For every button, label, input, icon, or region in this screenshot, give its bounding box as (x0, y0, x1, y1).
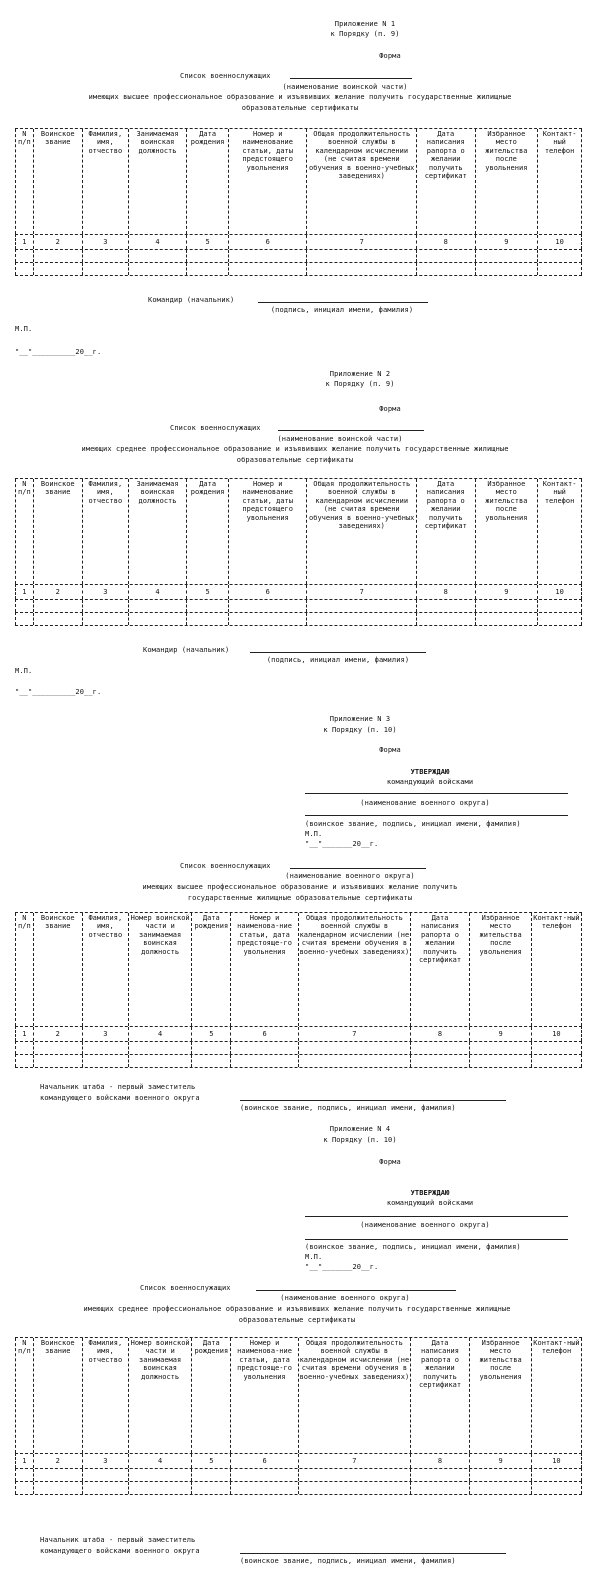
table-cell (187, 263, 229, 275)
table-column-number: 5 (192, 1454, 231, 1468)
table-column-number: 4 (129, 585, 187, 599)
appendix-2-title: Приложение N 2 (329, 370, 391, 378)
table-cell (229, 600, 307, 612)
appendix-2-description: имеющих среднее профессиональное образование и изъявивших желание получить государственные жилищные (81, 445, 509, 453)
appendix-3-title: Приложение N 3 (329, 715, 391, 723)
table-header-cell: Контакт-ный телефон (533, 1339, 580, 1356)
table-empty-row (15, 249, 582, 262)
table-column-number: 3 (83, 585, 129, 599)
appendix-3-description-2: государственные жилищные образовательные сертификаты (187, 894, 413, 902)
table-header-cell: Номер и наименование статьи, даты предстоящего увольнения (229, 129, 307, 234)
table-cell (229, 250, 307, 262)
table-column-number: 5 (187, 235, 229, 249)
table-cell (187, 250, 229, 262)
table-cell (83, 263, 129, 275)
table-cell (83, 250, 129, 262)
table-cell (192, 1482, 231, 1494)
table-cell (538, 263, 581, 275)
table-cell (299, 1469, 411, 1481)
appendix-2-unit-line (278, 430, 424, 431)
table-column-number: 6 (229, 585, 307, 599)
table-cell (307, 613, 417, 625)
table-cell (187, 600, 229, 612)
appendix-1-unit-line (290, 78, 412, 79)
table-cell (16, 1469, 34, 1481)
table-cell (417, 613, 475, 625)
appendix-3-date: "__"_______20__г. (305, 840, 379, 848)
appendix-1-date: "__"__________20__г. (15, 348, 102, 356)
table-cell (83, 600, 129, 612)
appendix-4-rank-line (305, 1239, 568, 1240)
table-cell (411, 1482, 471, 1494)
appendix-3-form-label: Форма (379, 746, 401, 754)
table-column-number: 2 (34, 585, 83, 599)
table-number-row (15, 234, 582, 249)
table-cell (129, 1482, 193, 1494)
table-header-cell: Занимаемая воинская должность (129, 479, 187, 584)
table-cell (16, 1042, 34, 1054)
table-cell (16, 1055, 34, 1067)
table-column-number: 5 (192, 1027, 231, 1041)
table-cell (229, 613, 307, 625)
table-header-cell: Дата рождения (187, 479, 229, 584)
table-cell (129, 1055, 193, 1067)
table-header-cell: Дата написания рапорта о желании получить сертификат (411, 913, 471, 1026)
appendix-2-order-ref: к Порядку (п. 9) (325, 380, 395, 388)
appendix-2-table (15, 478, 582, 626)
appendix-2-date: "__"__________20__г. (15, 688, 102, 696)
table-cell (34, 600, 83, 612)
table-cell (129, 1469, 193, 1481)
appendix-2-stamp: М.П. (15, 667, 33, 675)
table-header-cell: N п/п (16, 913, 34, 1026)
table-column-number: 6 (231, 1454, 299, 1468)
table-header-cell: Фамилия, имя, отчество (83, 1338, 129, 1453)
appendix-4-form-label: Форма (379, 1158, 401, 1166)
table-cell (231, 1042, 299, 1054)
table-header-cell: Воинское звание (34, 129, 83, 234)
table-column-number: 7 (307, 235, 417, 249)
table-header-cell: Фамилия, имя, отчество (83, 913, 129, 1026)
table-header-row (15, 129, 582, 234)
table-cell (476, 250, 539, 262)
table-cell (192, 1042, 231, 1054)
appendix-2-unit-caption: (наименование воинской части) (277, 435, 403, 443)
table-cell (231, 1469, 299, 1481)
table-column-number: 7 (299, 1454, 411, 1468)
appendix-3-description: имеющих высшее профессиональное образование и изъявивших желание получить (142, 883, 458, 891)
appendix-3-stamp: М.П. (305, 830, 323, 838)
appendix-4-stamp: М.П. (305, 1253, 323, 1261)
table-column-number: 7 (299, 1027, 411, 1041)
table-cell (532, 1042, 581, 1054)
appendix-1-description-2: образовательные сертификаты (241, 104, 359, 112)
appendix-1-signature-caption: (подпись, инициал имени, фамилия) (270, 306, 414, 314)
table-column-number: 9 (476, 235, 539, 249)
table-column-number: 4 (129, 235, 187, 249)
table-cell (34, 1055, 83, 1067)
table-column-number: 4 (129, 1454, 193, 1468)
appendix-1-description: имеющих высшее профессиональное образование и изъявивших желание получить государственные жилищные (88, 93, 512, 101)
appendix-4-rank-caption: (воинское звание, подпись, инициал имени, фамилия) (305, 1243, 521, 1251)
appendix-2-signature-line (250, 652, 426, 653)
appendix-1-commander: Командир (начальник) (148, 296, 235, 304)
table-empty-row (15, 1041, 582, 1054)
table-cell (83, 613, 129, 625)
table-header-cell: Дата рождения (187, 129, 229, 234)
table-cell (411, 1469, 471, 1481)
table-cell (34, 1042, 83, 1054)
appendix-1-order-ref: к Порядку (п. 9) (330, 30, 400, 38)
appendix-1-list-label: Список военнослужащих (180, 72, 271, 80)
table-column-number: 9 (470, 1027, 532, 1041)
table-header-cell: N п/п (16, 1338, 34, 1453)
appendix-4-chief-line (240, 1553, 506, 1554)
table-header-row (15, 1338, 582, 1453)
table-cell (83, 1482, 129, 1494)
table-cell (307, 600, 417, 612)
appendix-2-form-label: Форма (379, 405, 401, 413)
table-cell (34, 1469, 83, 1481)
table-cell (129, 613, 187, 625)
appendix-4-table (15, 1337, 582, 1495)
appendix-3-chief-2: командующего войсками военного округа (40, 1094, 200, 1102)
table-cell (34, 250, 83, 262)
table-number-row (15, 584, 582, 599)
table-cell (299, 1042, 411, 1054)
table-cell (299, 1482, 411, 1494)
table-column-number: 3 (83, 235, 129, 249)
table-cell (83, 1469, 129, 1481)
table-cell (16, 613, 34, 625)
table-cell (129, 250, 187, 262)
table-cell (192, 1055, 231, 1067)
appendix-4-date: "__"_______20__г. (305, 1263, 379, 1271)
appendix-4-commander-of: командующий войсками (386, 1199, 474, 1207)
table-column-number: 8 (417, 585, 475, 599)
table-column-number: 3 (83, 1454, 129, 1468)
table-header-cell: Общая продолжительность военной службы в календарном исчислении (не считая времени обучения в военно-учебных заведениях) (299, 1338, 411, 1453)
table-cell (231, 1482, 299, 1494)
appendix-3-rank-caption: (воинское звание, подпись, инициал имени, фамилия) (305, 820, 521, 828)
appendix-1-stamp: М.П. (15, 325, 33, 333)
table-empty-row (15, 1468, 582, 1481)
table-header-cell: Номер и наименова-ние статьи, дата предстояще-го увольнения (231, 1338, 299, 1453)
table-header-cell: Избранное место жительства после увольнения (476, 129, 539, 234)
table-header-cell: Контакт-ный телефон (542, 480, 577, 505)
table-cell (476, 263, 539, 275)
table-column-number: 6 (229, 235, 307, 249)
appendix-1-unit-caption: (наименование воинской части) (282, 83, 408, 91)
appendix-4-district-line (305, 1216, 568, 1217)
table-cell (411, 1055, 471, 1067)
table-column-number: 1 (16, 585, 34, 599)
table-column-number: 5 (187, 585, 229, 599)
table-empty-row (15, 1481, 582, 1494)
table-cell (476, 600, 539, 612)
table-header-row (15, 913, 582, 1026)
appendix-4-unit-line (256, 1290, 456, 1291)
table-cell (417, 263, 475, 275)
table-header-cell: Номер и наименова-ние статьи, дата предстояще-го увольнения (231, 913, 299, 1026)
appendix-4-approve: УТВЕРЖДАЮ (410, 1189, 450, 1197)
table-header-cell: Фамилия, имя, отчество (83, 479, 129, 584)
table-cell (470, 1469, 532, 1481)
appendix-3-list-label: Список военнослужащих (180, 862, 271, 870)
table-column-number: 10 (552, 1030, 561, 1038)
table-cell (129, 263, 187, 275)
table-header-cell: Избранное место жительства после увольнения (476, 479, 539, 584)
appendix-4-unit-caption: (наименование военного округа) (280, 1294, 410, 1302)
appendix-2-description-2: образовательные сертификаты (236, 456, 354, 464)
table-cell (34, 263, 83, 275)
table-header-row (15, 479, 582, 584)
table-cell (129, 600, 187, 612)
table-cell (538, 600, 581, 612)
appendix-3-chief: Начальник штаба - первый заместитель (40, 1083, 196, 1091)
table-header-cell: Воинское звание (34, 479, 83, 584)
appendix-2-signature-caption: (подпись, инициал имени, фамилия) (266, 656, 410, 664)
table-column-number: 8 (411, 1454, 471, 1468)
appendix-1-signature-line (258, 302, 428, 303)
table-header-cell: Дата рождения (192, 1338, 231, 1453)
table-cell (411, 1042, 471, 1054)
table-column-number: 1 (16, 1027, 34, 1041)
appendix-3-rank-line (305, 815, 568, 816)
table-header-cell: Дата написания рапорта о желании получить сертификат (411, 1338, 471, 1453)
table-column-number: 6 (231, 1027, 299, 1041)
table-cell (83, 1042, 129, 1054)
table-cell (307, 250, 417, 262)
table-cell (229, 263, 307, 275)
table-cell (231, 1055, 299, 1067)
appendix-3-approve: УТВЕРЖДАЮ (410, 768, 450, 776)
table-header-cell: Дата рождения (192, 913, 231, 1026)
table-header-cell: Фамилия, имя, отчество (83, 129, 129, 234)
table-cell (307, 263, 417, 275)
table-empty-row (15, 1054, 582, 1067)
table-cell (16, 600, 34, 612)
table-header-cell: Воинское звание (34, 913, 83, 1026)
table-cell (538, 250, 581, 262)
appendix-4-chief-2: командующего войсками военного округа (40, 1547, 200, 1555)
table-cell (538, 613, 581, 625)
table-header-cell: Контакт-ный телефон (533, 914, 580, 931)
table-header-cell: Избранное место жительства после увольнения (470, 913, 532, 1026)
table-cell (16, 1482, 34, 1494)
appendix-2-commander: Командир (начальник) (143, 646, 230, 654)
appendix-3-district-caption: (наименование военного округа) (360, 799, 490, 807)
table-header-cell: N п/п (16, 129, 34, 234)
table-header-cell: Общая продолжительность военной службы в календарном исчислении (не считая времени обучения в военно-учебных заведениях) (307, 129, 417, 234)
table-header-cell: Воинское звание (34, 1338, 83, 1453)
table-cell (532, 1482, 581, 1494)
table-column-number: 3 (83, 1027, 129, 1041)
table-number-row (15, 1026, 582, 1041)
appendix-1-table (15, 128, 582, 276)
appendix-3-order-ref: к Порядку (п. 10) (323, 726, 397, 734)
appendix-4-district-caption: (наименование военного округа) (360, 1221, 490, 1229)
table-cell (470, 1042, 532, 1054)
table-cell (129, 1042, 193, 1054)
table-column-number: 1 (16, 235, 34, 249)
table-column-number: 9 (476, 585, 539, 599)
table-cell (299, 1055, 411, 1067)
table-cell (470, 1482, 532, 1494)
appendix-4-order-ref: к Порядку (п. 10) (323, 1136, 397, 1144)
table-number-row (15, 1453, 582, 1468)
table-cell (532, 1055, 581, 1067)
table-cell (476, 613, 539, 625)
table-column-number: 10 (555, 588, 564, 596)
appendix-3-district-line (305, 793, 568, 794)
appendix-3-unit-line (290, 868, 426, 869)
table-column-number: 8 (417, 235, 475, 249)
table-header-cell: Избранное место жительства после увольнения (470, 1338, 532, 1453)
table-header-cell: Дата написания рапорта о желании получить сертификат (417, 129, 475, 234)
table-cell (470, 1055, 532, 1067)
table-empty-row (15, 262, 582, 275)
table-header-cell: Номер воинской части и занимаемая воинская должность (129, 1338, 193, 1453)
table-cell (16, 263, 34, 275)
table-cell (34, 613, 83, 625)
table-header-cell: N п/п (16, 479, 34, 584)
table-header-cell: Общая продолжительность военной службы в календарном исчислении (не считая времени обучения в военно-учебных заведениях) (299, 913, 411, 1026)
appendix-2-list-label: Список военнослужащих (170, 424, 261, 432)
table-cell (83, 1055, 129, 1067)
table-column-number: 9 (470, 1454, 532, 1468)
table-column-number: 1 (16, 1454, 34, 1468)
appendix-4-description: имеющих среднее профессиональное образование и изъявивших желание получить государственные жилищные (83, 1305, 511, 1313)
table-column-number: 2 (34, 1027, 83, 1041)
table-column-number: 10 (555, 238, 564, 246)
table-empty-row (15, 599, 582, 612)
table-cell (192, 1469, 231, 1481)
appendix-1-form-label: Форма (379, 52, 401, 60)
table-column-number: 2 (34, 1454, 83, 1468)
table-cell (532, 1469, 581, 1481)
table-header-cell: Номер воинской части и занимаемая воинская должность (129, 913, 193, 1026)
table-cell (34, 1482, 83, 1494)
table-cell (417, 250, 475, 262)
appendix-4-chief: Начальник штаба - первый заместитель (40, 1536, 196, 1544)
appendix-3-table (15, 912, 582, 1068)
appendix-4-chief-caption: (воинское звание, подпись, инициал имени, фамилия) (240, 1557, 456, 1565)
table-header-cell: Дата написания рапорта о желании получить сертификат (417, 479, 475, 584)
appendix-4-description-2: образовательные сертификаты (238, 1316, 356, 1324)
appendix-3-chief-caption: (воинское звание, подпись, инициал имени, фамилия) (240, 1104, 456, 1112)
table-header-cell: Контакт-ный телефон (542, 130, 577, 155)
table-cell (417, 600, 475, 612)
table-empty-row (15, 612, 582, 625)
table-header-cell: Занимаемая воинская должность (129, 129, 187, 234)
appendix-4-title: Приложение N 4 (329, 1125, 391, 1133)
table-column-number: 10 (552, 1457, 561, 1465)
appendix-3-chief-line (240, 1100, 506, 1101)
table-column-number: 2 (34, 235, 83, 249)
table-column-number: 4 (129, 1027, 193, 1041)
appendix-1-title: Приложение N 1 (334, 20, 396, 28)
table-cell (16, 250, 34, 262)
appendix-3-commander-of: командующий войсками (386, 778, 474, 786)
table-cell (187, 613, 229, 625)
appendix-3-unit-caption: (наименование военного округа) (285, 872, 415, 880)
table-header-cell: Общая продолжительность военной службы в календарном исчислении (не считая времени обучения в военно-учебных заведениях) (307, 479, 417, 584)
appendix-4-list-label: Список военнослужащих (140, 1284, 231, 1292)
table-column-number: 8 (411, 1027, 471, 1041)
table-column-number: 7 (307, 585, 417, 599)
table-header-cell: Номер и наименование статьи, даты предстоящего увольнения (229, 479, 307, 584)
